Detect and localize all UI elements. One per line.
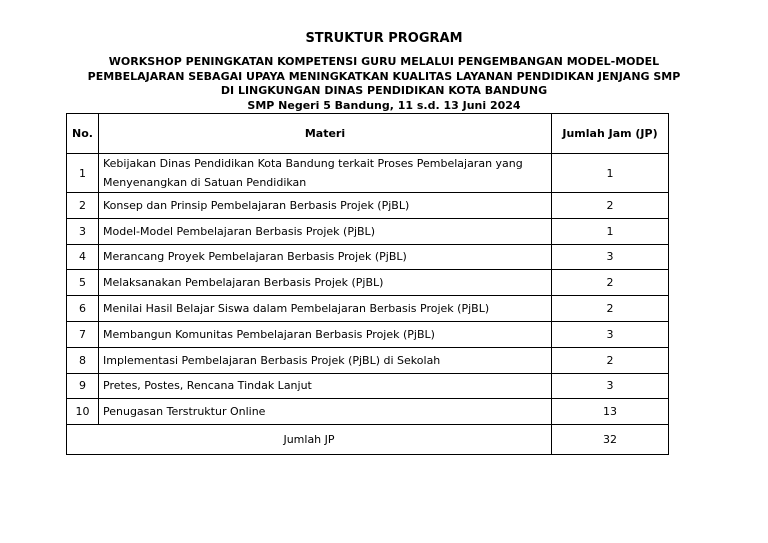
subtitle-line: WORKSHOP PENINGKATAN KOMPETENSI GURU MELALUI PENGEMBANGAN MODEL-MODEL [108, 55, 660, 68]
row-number: 2 [67, 193, 99, 219]
row-number: 1 [67, 154, 99, 193]
row-materi: Merancang Proyek Pembelajaran Berbasis Projek (PjBL) [99, 244, 552, 270]
row-number: 5 [67, 270, 99, 296]
row-number: 3 [67, 218, 99, 244]
row-jam: 2 [552, 270, 669, 296]
row-materi: Model-Model Pembelajaran Berbasis Projek (PjBL) [99, 218, 552, 244]
row-jam: 1 [552, 218, 669, 244]
row-materi: Melaksanakan Pembelajaran Berbasis Projek (PjBL) [99, 270, 552, 296]
row-jam: 3 [552, 373, 669, 399]
row-jam: 2 [552, 347, 669, 373]
table-row [67, 244, 669, 270]
row-jam: 3 [552, 321, 669, 347]
subtitle-line: PEMBELAJARAN SEBAGAI UPAYA MENINGKATKAN KUALITAS LAYANAN PENDIDIKAN JENJANG SMP [87, 69, 681, 83]
total-label: Jumlah JP [67, 425, 552, 455]
row-materi: Menilai Hasil Belajar Siswa dalam Pembelajaran Berbasis Projek (PjBL) [99, 296, 552, 322]
header-jumlah-jam: Jumlah Jam (JP) [552, 114, 669, 154]
row-number: 7 [67, 321, 99, 347]
row-jam: 3 [552, 244, 669, 270]
total-value: 32 [552, 425, 669, 455]
header-no: No. [67, 114, 99, 154]
header-materi: Materi [99, 114, 552, 154]
table-row [67, 373, 669, 399]
table-row [67, 218, 669, 244]
row-number: 8 [67, 347, 99, 373]
table-total-row [67, 425, 669, 455]
subtitle-date-location: SMP Negeri 5 Bandung, 11 s.d. 13 Juni 2024 [247, 98, 521, 112]
table-row [67, 399, 669, 425]
row-jam: 1 [552, 154, 669, 193]
subtitle-line: DI LINGKUNGAN DINAS PENDIDIKAN KOTA BANDUNG [220, 84, 548, 97]
materi-line: Kebijakan Dinas Pendidikan Kota Bandung terkait Proses Pembelajaran yang [103, 157, 523, 170]
table-row [67, 270, 669, 296]
row-number: 9 [67, 373, 99, 399]
table-row [67, 347, 669, 373]
page-title: STRUKTUR PROGRAM [305, 31, 463, 46]
row-jam: 2 [552, 296, 669, 322]
row-number: 10 [67, 399, 99, 425]
table-row [67, 193, 669, 219]
row-materi: Penugasan Terstruktur Online [99, 399, 552, 425]
row-number: 6 [67, 296, 99, 322]
row-materi: Pretes, Postes, Rencana Tindak Lanjut [99, 373, 552, 399]
row-jam: 2 [552, 193, 669, 219]
document-subtitle [0, 55, 768, 113]
row-number: 4 [67, 244, 99, 270]
row-materi: Membangun Komunitas Pembelajaran Berbasis Projek (PjBL) [99, 321, 552, 347]
table-header-row [67, 114, 669, 154]
program-structure-table [66, 113, 669, 455]
table-row [67, 321, 669, 347]
materi-line: Menyenangkan di Satuan Pendidikan [103, 176, 307, 189]
row-jam: 13 [552, 399, 669, 425]
row-materi [99, 154, 552, 193]
table-row [67, 154, 669, 193]
table-row [67, 296, 669, 322]
row-materi: Implementasi Pembelajaran Berbasis Projek (PjBL) di Sekolah [99, 347, 552, 373]
row-materi: Konsep dan Prinsip Pembelajaran Berbasis Projek (PjBL) [99, 193, 552, 219]
